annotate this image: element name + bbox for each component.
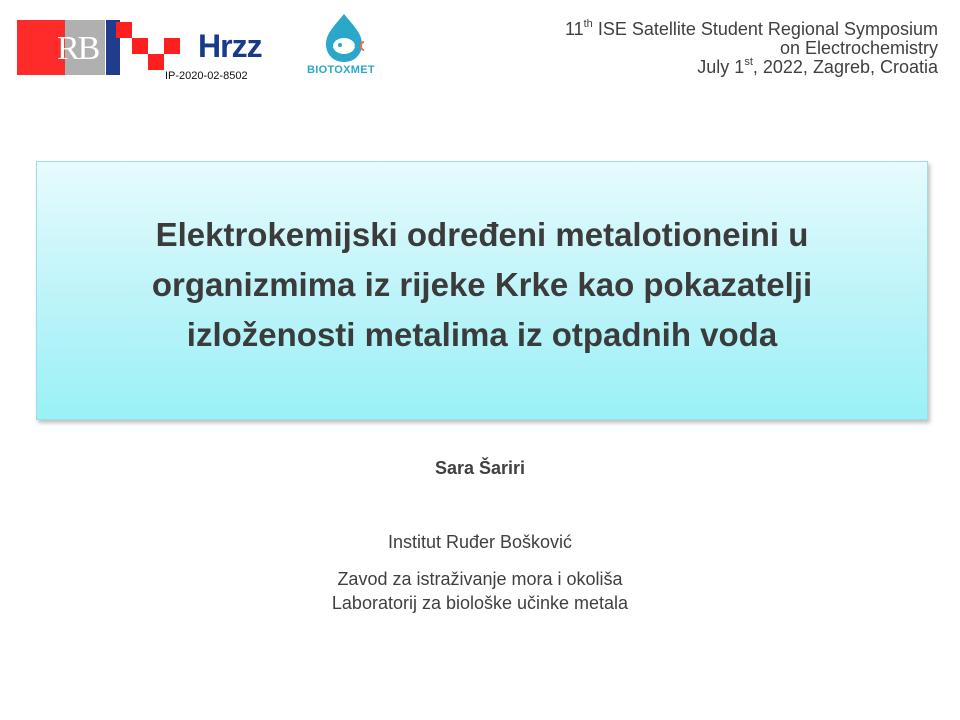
department-info: [0, 567, 960, 615]
grant-code: IP-2020-02-8502: [165, 70, 248, 82]
hrzz-checkerboard-icon: [116, 22, 196, 70]
title-box: [36, 161, 928, 420]
irb-logo-text: RB: [57, 30, 99, 67]
institution-name: Institut Ruđer Bošković: [387, 532, 573, 552]
title-line-1: Elektrokemijski određeni metalotioneini u: [155, 215, 809, 253]
irb-logo: [17, 20, 104, 75]
title-line-2: organizmima iz rijeke Krke kao pokazatelji: [151, 265, 813, 303]
conference-line-2: on Electrochemistry: [779, 38, 938, 58]
biotoxmet-fish-icon: [320, 12, 368, 64]
department-line-2: Laboratorij za biološke učinke metala: [331, 593, 629, 613]
conference-info: [565, 20, 938, 77]
title-line-3: izloženosti metalima iz otpadnih voda: [186, 315, 778, 353]
biotoxmet-logo-text: BIOTOXMET: [307, 64, 375, 76]
hrzz-logo-text: Hrzz: [198, 28, 262, 64]
presentation-title: [52, 210, 912, 360]
department-line-1: Zavod za istraživanje mora i okoliša: [337, 569, 623, 589]
conference-line-3: July 1st, 2022, Zagreb, Croatia: [697, 56, 938, 77]
conference-line-1: 11th ISE Satellite Student Regional Symposium: [564, 18, 938, 39]
author-name: Sara Šariri: [434, 458, 526, 478]
